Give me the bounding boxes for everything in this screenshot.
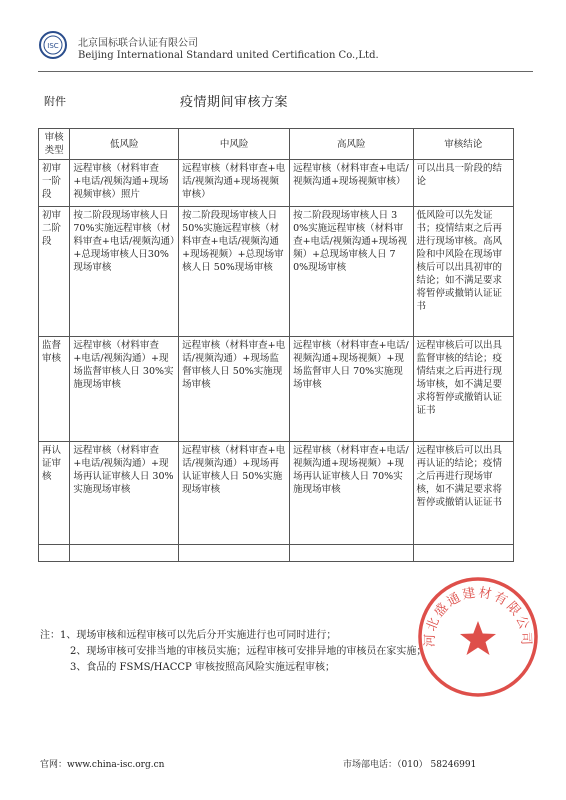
- cell-low-risk: 远程审核（材料审查+电话/视频沟通+现场视频审核）照片: [70, 160, 179, 207]
- cell-medium-risk: 远程审核（材料审查+电话/视频沟通）+现场监督审核人日 50%实施现场审核: [179, 337, 290, 442]
- company-name-cn: 北京国标联合认证有限公司: [78, 38, 198, 49]
- cell-medium-risk: 远程审核（材料审查+电话/视频沟通）+现场再认证审核人日 50%实施现场审核: [179, 442, 290, 545]
- cell-conclusion: 远程审核后可以出具监督审核的结论；疫情结束之后再进行现场审核，如不满足要求将暂停或撤销认证证书: [413, 337, 513, 442]
- cell-medium-risk: 按二阶段现场审核人日 50%实施远程审核（材料审查+电话/视频沟通+现场视频）+总现场审核人日 50%现场审核: [179, 207, 290, 337]
- cell-audit-type: 监督审核: [39, 337, 70, 442]
- cell-conclusion: 可以出具一阶段的结论: [413, 160, 513, 207]
- logo-text: ISC: [47, 42, 59, 50]
- table-header-row: [39, 129, 514, 160]
- cell-high-risk: 按二阶段现场审核人日 30%实施远程审核（材料审查+电话/视频沟通+现场视频）+总现场审核人日 70%现场审核: [290, 207, 413, 337]
- table-row: [39, 207, 514, 337]
- cell-medium-risk: 远程审核（材料审查+电话/视频沟通+现场视频审核）: [179, 160, 290, 207]
- note-line: 3、食品的 FSMS/HACCP 审核按照高风险实施远程审核；: [70, 662, 335, 673]
- table-empty-row: [39, 545, 514, 562]
- letterhead: [38, 28, 538, 72]
- note-line: 注：1、现场审核和远程审核可以先后分开实施进行也可同时进行；: [40, 630, 337, 641]
- notes-section: [40, 628, 426, 676]
- cell-conclusion: 远程审核后可以出具再认证的结论；疫情之后再进行现场审核，如不满足要求将暂停或撤销认证证书: [413, 442, 513, 545]
- note-line: 2、现场审核可安排当地的审核员实施；远程审核可安排异地的审核员在家实施；: [70, 646, 427, 657]
- header-audit-type: 审核类型: [39, 129, 70, 160]
- cell-low-risk: 远程审核（材料审查+电话/视频沟通）+现场监督审核人日 30%实施现场审核: [70, 337, 179, 442]
- cell-high-risk: 远程审核（材料审查+电话/视频沟通+现场视频）+现场再认证审核人日 70%实施现场审核: [290, 442, 413, 545]
- cell-conclusion: 低风险可以先发证书；疫情结束之后再进行现场审核。高风险和中风险在现场审核后可以出具初审的结论；如不满足要求将暂停或撤销认证证书: [413, 207, 513, 337]
- cell-audit-type: 初审一阶段: [39, 160, 70, 207]
- audit-plan-table: [38, 128, 514, 562]
- company-seal-icon: [416, 575, 540, 699]
- header-divider: [38, 71, 533, 72]
- header-conclusion: 审核结论: [413, 129, 513, 160]
- cell-high-risk: 远程审核（材料审查+电话/视频沟通+现场视频审核）: [290, 160, 413, 207]
- cell-low-risk: 按二阶段现场审核人日 70%实施远程审核（材料审查+电话/视频沟通）+总现场审核人日30%现场审核: [70, 207, 179, 337]
- header-medium-risk: 中风险: [179, 129, 290, 160]
- company-logo-icon: [38, 30, 68, 60]
- cell-audit-type: 初审二阶段: [39, 207, 70, 337]
- document-title: 疫情期间审核方案: [180, 95, 289, 110]
- seal-text: 河北盛通建材有限公司: [422, 585, 534, 648]
- header-high-risk: 高风险: [290, 129, 413, 160]
- attachment-label: 附件: [44, 95, 66, 108]
- footer-website: 官网：www.china-isc.org.cn: [40, 760, 165, 770]
- cell-low-risk: 远程审核（材料审查+电话/视频沟通）+现场再认证审核人日 30%实施现场审核: [70, 442, 179, 545]
- cell-audit-type: 再认证审核: [39, 442, 70, 545]
- footer-phone: 市场部电话：（010） 58246991: [343, 760, 477, 770]
- company-name-en: Beijing International Standard united Certification Co.,Ltd.: [78, 50, 379, 61]
- table-row: [39, 442, 514, 545]
- table-row: [39, 160, 514, 207]
- table-row: [39, 337, 514, 442]
- header-low-risk: 低风险: [70, 129, 179, 160]
- cell-high-risk: 远程审核（材料审查+电话/视频沟通+现场视频）+现场监督审人日 70%实施现场审核: [290, 337, 413, 442]
